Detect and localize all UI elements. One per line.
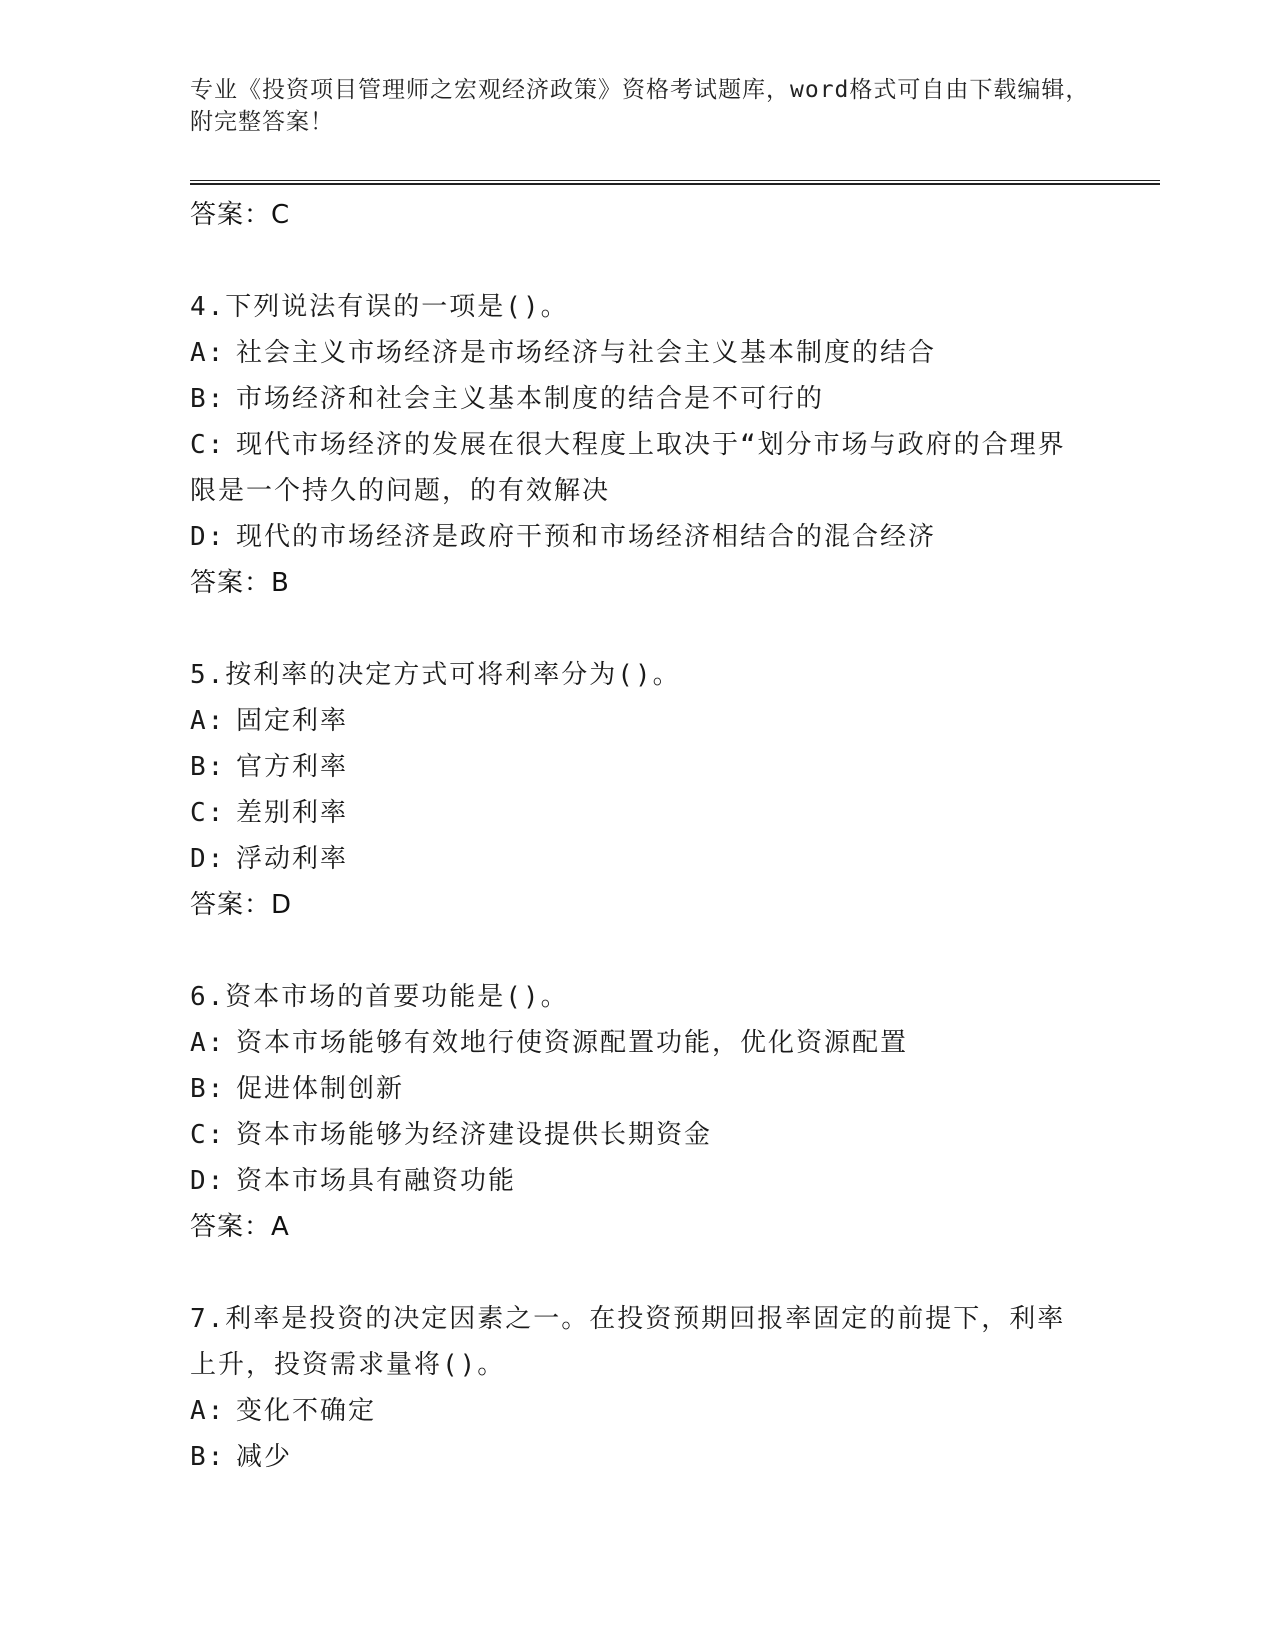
option-text: 变化不确定 <box>236 1396 377 1426</box>
question-7 <box>190 1296 1090 1480</box>
option-d <box>190 836 1090 882</box>
question-list <box>190 192 1090 1480</box>
answer-line: 答案：A <box>190 1212 290 1242</box>
option-text: 官方利率 <box>236 752 349 782</box>
option-b <box>190 1066 1090 1112</box>
option-letter: B: <box>190 1442 226 1472</box>
option-text: 固定利率 <box>236 706 349 736</box>
spacer <box>190 1250 1090 1296</box>
option-d <box>190 514 1090 560</box>
option-letter: D: <box>190 522 226 552</box>
option-text: 社会主义市场经济是市场经济与社会主义基本制度的结合 <box>236 338 937 368</box>
option-letter: C: <box>190 1120 226 1150</box>
option-letter: D: <box>190 1166 226 1196</box>
answer-line: 答案：B <box>190 568 290 598</box>
option-letter: B: <box>190 384 226 414</box>
header-rule-thick <box>190 183 1160 185</box>
option-text: 市场经济和社会主义基本制度的结合是不可行的 <box>236 384 825 414</box>
option-text: 促进体制创新 <box>236 1074 405 1104</box>
spacer <box>190 238 1090 284</box>
option-c <box>190 790 1090 836</box>
option-b <box>190 376 1090 422</box>
option-b <box>190 744 1090 790</box>
option-letter: B: <box>190 752 226 782</box>
spacer <box>190 606 1090 652</box>
option-text: 资本市场能够有效地行使资源配置功能，优化资源配置 <box>236 1028 909 1058</box>
option-a <box>190 1388 1090 1434</box>
option-letter: A: <box>190 706 226 736</box>
question-stem: 4.下列说法有误的一项是()。 <box>190 292 569 322</box>
question-5 <box>190 652 1090 928</box>
option-c <box>190 1112 1090 1158</box>
option-text: 现代市场经济的发展在很大程度上取决于“划分市场与政府的合理界限是一个持久的问题，的有效解决 <box>190 430 1066 506</box>
header-rule-thin <box>190 180 1160 181</box>
option-d <box>190 1158 1090 1204</box>
option-letter: C: <box>190 798 226 828</box>
option-text: 差别利率 <box>236 798 349 828</box>
question-stem: 6.资本市场的首要功能是()。 <box>190 982 569 1012</box>
question-6 <box>190 974 1090 1250</box>
option-letter: D: <box>190 844 226 874</box>
option-b <box>190 1434 1090 1480</box>
question-stem: 5.按利率的决定方式可将利率分为()。 <box>190 660 681 690</box>
question-stem: 7.利率是投资的决定因素之一。在投资预期回报率固定的前提下，利率上升，投资需求量将()。 <box>190 1304 1066 1380</box>
option-c <box>190 422 1090 514</box>
option-text: 资本市场具有融资功能 <box>236 1166 517 1196</box>
option-letter: B: <box>190 1074 226 1104</box>
option-text: 资本市场能够为经济建设提供长期资金 <box>236 1120 713 1150</box>
option-a <box>190 330 1090 376</box>
option-text: 减少 <box>236 1442 293 1472</box>
option-text: 现代的市场经济是政府干预和市场经济相结合的混合经济 <box>236 522 937 552</box>
spacer <box>190 928 1090 974</box>
option-letter: C: <box>190 430 226 460</box>
option-text: 浮动利率 <box>236 844 349 874</box>
answer-line: 答案：D <box>190 890 293 920</box>
answer-line: 答案：C <box>190 200 291 230</box>
option-a <box>190 1020 1090 1066</box>
option-letter: A: <box>190 1028 226 1058</box>
option-letter: A: <box>190 1396 226 1426</box>
option-a <box>190 698 1090 744</box>
option-letter: A: <box>190 338 226 368</box>
question-4 <box>190 284 1090 606</box>
document-header: 专业《投资项目管理师之宏观经济政策》资格考试题库，word格式可自由下载编辑，附完整答案！ <box>190 77 1090 135</box>
